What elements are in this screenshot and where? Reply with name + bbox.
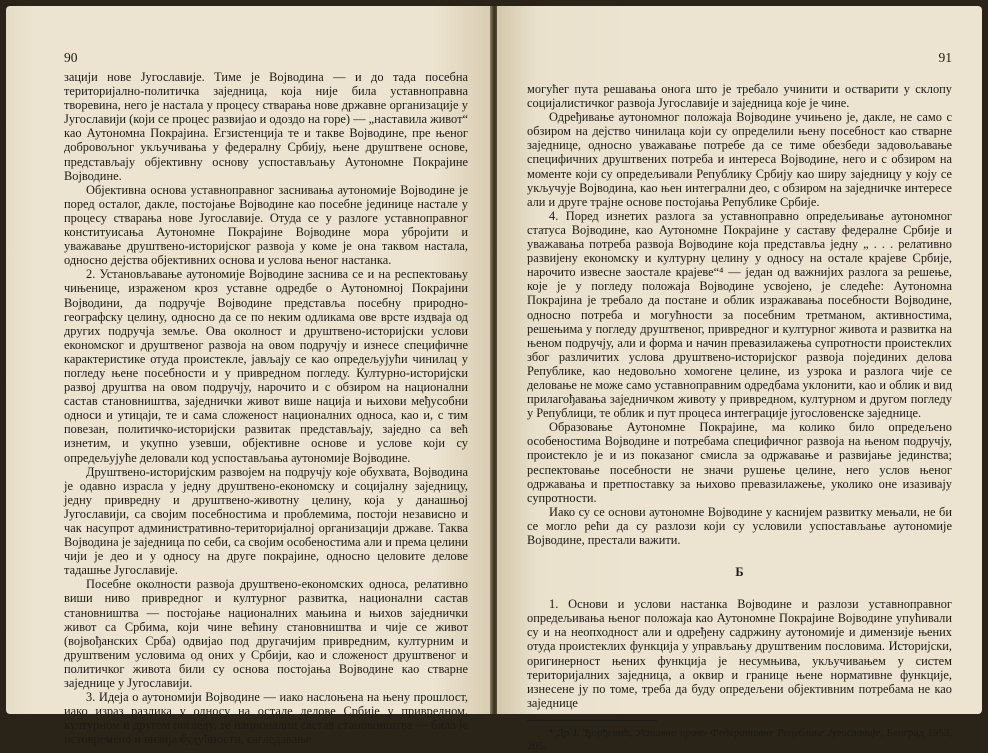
paragraph: 1. Основи и услови настанка Војводине и разлози уставноправног опредељивања њеног положаја као Аутономне Покрајине Војводине упућивали су и на неопходност али и одређену садржину аутономије и димензије њених отуда проистеклих функција у управљању друштвеним пословима. Историјски, оригинерност њених функција је несумњива, укључивањем у систем територијалних заједница, а оквир и границе њене нормативне функције, изнесене ју по томе, треба да буду опредељени објективним потребама не као заједнице (527, 597, 952, 710)
footnote (527, 727, 952, 753)
right-page-text (527, 82, 952, 753)
footnote-separator (527, 720, 657, 721)
page-number-left: 90 (64, 50, 78, 65)
left-page-text (64, 70, 468, 747)
footnote-author: ⁴ Др Ј. Ђорђевић, (549, 726, 632, 739)
right-page (497, 6, 982, 752)
paragraph: Иако су се основи аутономне Војводине у каснијем развитку мењали, не би се могло рећи да су разлози који су условили успостављање аутономије Војводине, престали важити. (527, 504, 952, 547)
footnote-title: Уставно право Федеративне Републике Југославије, (635, 726, 884, 739)
paragraph: зацији нове Југославије. Тиме је Војводина — и до тада посебна територијално-политичка заједница, која није била уставноправна творевина, него је настала у процесу стварања нове државне организације у Југославији (који се процес развијао и одоздо на горе) — „наставила живот“ као Аутономна Покрајина. Егзистенција те и такве Војводине, пре њеног добровољног укључивања у федералну Србију, њене друштвене основе, представљају објективну основу успостављању Аутономне Покрајине Војводине. (64, 70, 468, 183)
section-heading: Б (735, 565, 744, 580)
paragraph: 4. Поред изнетих разлога за уставноправно опредељивање аутономног статуса Војводине, као Аутономне Покрајине у саставу федералне Србије и уважавања потреба развоја Војводине која представља једну „ . . . релативно развијену економску и културну целину у односу на остале крајеве Србије, нарочито извесне заостале крајеве“⁴ — један од важнијих разлога за решење, које је у погледу положаја Војводине усвојено, је следеће: Аутономна Покрајина је требало да постане и облик изражавања посебности Војводине, односно потреба и могућности за посебним третманом, активностима, решењима у погледу друштвеног, привредног и културног живота и развитка на њеном подручју, али и форма и начин превазилажења супротности проистеклих због различитих услова друштвено-историјског развоја појединих делова Републике, као недовољно хомогене целине, из узрока и разлога чије се деловање не може само уставноправним одредбама уклонити, као и облик и вид прилагођавања заједничком животу у привредном, културном и другом погледу у Републици, те облик и пут процеса интеграције југословенске заједнице. (527, 208, 952, 421)
paragraph: 3. Идеја о аутономији Војводине — иако наслоњена на њену прошлост, иако израз разлика у односу на остале делове Србије у привредном, културном и другом погледу, те национални састав становништва — била је истовремено и визија будућности, сагледавање (64, 690, 468, 747)
paragraph: Одређивање аутономног положаја Војводине учињено је, дакле, не само с обзиром на дејство чинилаца који су определили њену посебност као стварне заједнице, односно уважавање потребе да се тиме обезбеди задовољавање специфичних друштвених потреба и интереса Војводине, него и с обзиром на моменте који су опредељивали Републику Србију као ширу заједницу у коју се укључује Војводина, као њен интегрални део, с обзиром на заједничке интересе али и друге трајне основе постојања Републике Србије. (527, 110, 952, 209)
paragraph: Образовање Аутономне Покрајине, ма колико било опредељено особеностима Војводине и потребама специфичног развоја на њеном подручју, проистекло је и из показаног смисла за одржавање и развијање јединства; респектовање посебности не значи рушење целине, него услов њеног одржавања и претпоставку за њихово превазилажење, уколико оне изазивају супротности. (527, 420, 952, 505)
paragraph: Друштвено-историјским развојем на подручју које обухвата, Војводина је одавно израсла у једну друштвено-економску и социјалну заједницу, једну привредну и друштвено-животну целину, која у данашњој Југославији, са својим посебностима и проблемима, постоји независно и чак насупрот административно-територијалној организацији државе. Таква Војводина је заједница по себи, са својим особеностима али и према целини чији је део и у односу на друге покрајине, односно целовите делове тадашње Југославије. (64, 464, 468, 578)
footnote-place-year: Београд 1953, 205. (527, 726, 952, 752)
paragraph: Посебне околности развоја друштвено-економских односа, релативно виши ниво привредног и културног развитка, национални састав становништва — постојање националних мањина и њихов заједнички живот са Србима, који чине већину становништва и чије се живот (војвођанских Срба) одвијао под другачијим привредним, културним и друштвеним условима од оних у Србији, као и сложеност друштвеног и политичког живота били су основа постојања Војводине као стварне заједнице у Југославији. (64, 577, 468, 691)
paragraph: 2. Установљавање аутономије Војводине заснива се и на респектовању чињенице, израженом кроз уставне одредбе о Аутономној Покрајини Војводини, да подручје Војводине представља посебну природно-географску целину, односно да се по неким одликама ове врсте издваја од других подручја земље. Ова околност и друштвено-историјски услови економског и друштвеног развоја на овом подручју и изнесе специфичне карактеристике отуда проистекле, јављају се као опредељујући чинилац у погледу њене посебности и у привредном погледу. Културно-историјски развој друштва на овом подручју, нарочито и с обзиром на национални састав становништва, заједнички живот више нација и њихови међусобни односи и утицаји, те и сама сложеност националних односа, као и, с тим повезан, политичко-историјски развитак представљају, заједно са већ изнетим, и укупно узевши, објективне основе и услове који су опредељујуће деловали код успостављања аутономије Војводине. (64, 267, 468, 465)
page-number-right: 91 (938, 50, 952, 65)
left-page (6, 6, 492, 747)
paragraph: Објективна основа уставноправног заснивања аутономије Војводине је поред осталог, дакле, постојање Војводине као посебне јединице настале у процесу стварања нове Југославије. Отуда се у разлоге уставноправног конституисања Аутономне Покрајине Војводине мора убројити и уважавање друштвено-историјског развоја у коме је она таквом настала, односно дејства објективних основа и услова њеног настанка. (64, 182, 468, 268)
paragraph: могућег пута решавања онога што је требало учинити и остварити у склопу социјалистичког развоја Југославије и заједница које је чине. (527, 82, 952, 111)
